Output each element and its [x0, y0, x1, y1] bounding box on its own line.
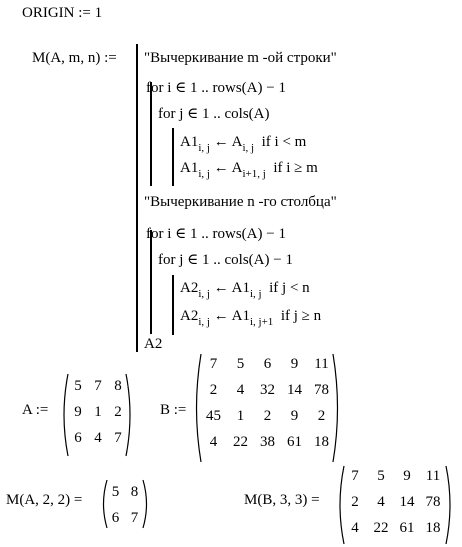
function-signature[interactable]: M(A, m, n) := — [32, 50, 117, 66]
matrix-cell: 8 — [130, 484, 139, 500]
matrix-cell: 9 — [290, 408, 299, 424]
comment-string: "Вычеркивание m -ой строки" — [144, 50, 337, 66]
subscript: i+1, j — [242, 168, 266, 180]
program-bar — [136, 44, 138, 352]
for-statement: for i ∈ 1 .. rows(A) − 1 — [146, 226, 286, 242]
matrix-cell: 7 — [209, 356, 218, 372]
matrix-cell: 6 — [74, 430, 82, 446]
result-b-expression[interactable]: M(B, 3, 3) = — [244, 492, 320, 508]
matrix-cell: 22 — [373, 520, 389, 536]
matrix-cell: 14 — [287, 382, 302, 398]
matrix-cell: 5 — [236, 356, 245, 372]
result-a-matrix — [100, 478, 150, 530]
subscript: i, j — [249, 288, 262, 300]
matrix-cell: 18 — [425, 520, 441, 536]
matrix-cell: 7 — [351, 468, 359, 484]
matrix-cell: 4 — [351, 520, 359, 536]
matrix-cell: 9 — [403, 468, 411, 484]
matrix-cell: 5 — [111, 484, 120, 500]
subscript: i, j — [198, 316, 210, 328]
loop-bar — [150, 230, 152, 334]
matrix-cell: 6 — [111, 510, 120, 526]
assign-arrow: ← A — [213, 134, 243, 150]
matrix-cell: 7 — [130, 510, 139, 526]
matrix-cell: 5 — [377, 468, 385, 484]
for-statement: for j ∈ 1 .. cols(A) — [158, 106, 270, 122]
variable: A1 — [180, 134, 199, 150]
matrix-a-label[interactable]: A := — [22, 402, 49, 418]
inner-loop-bar — [172, 275, 174, 335]
inner-loop-bar — [172, 128, 174, 186]
return-value: A2 — [144, 336, 163, 352]
matrix-cell: 2 — [317, 408, 326, 424]
assign-arrow: ← A1 — [213, 308, 250, 324]
loop-bar — [150, 82, 152, 186]
matrix-cell: 1 — [236, 408, 245, 424]
matrix-cell: 61 — [287, 434, 302, 450]
matrix-cell: 5 — [74, 378, 82, 394]
matrix-cell: 2 — [114, 404, 122, 420]
condition: if i < m — [261, 134, 307, 150]
matrix-cell: 2 — [263, 408, 272, 424]
matrix-cell: 6 — [263, 356, 272, 372]
condition: if j ≥ n — [280, 308, 322, 324]
subscript: i, j — [198, 288, 210, 300]
matrix-cell: 14 — [399, 494, 415, 510]
subscript: i, j — [198, 168, 210, 180]
matrix-cell: 9 — [74, 404, 82, 420]
for-statement: for i ∈ 1 .. rows(A) − 1 — [146, 80, 286, 96]
matrix-b[interactable] — [192, 352, 342, 464]
origin-definition[interactable]: ORIGIN := 1 — [22, 5, 103, 21]
matrix-cell: 22 — [233, 434, 248, 450]
matrix-cell: 4 — [94, 430, 102, 446]
matrix-cell: 8 — [114, 378, 122, 394]
matrix-cell: 11 — [314, 356, 329, 372]
subscript: i, j — [198, 142, 210, 154]
condition: if j < n — [269, 280, 310, 296]
assignment — [180, 308, 322, 328]
assignment — [180, 134, 307, 154]
comment-string: "Вычеркивание n -го столбца" — [144, 194, 337, 210]
matrix-cell: 9 — [290, 356, 299, 372]
matrix-cell: 4 — [377, 494, 385, 510]
matrix-cell: 78 — [425, 494, 441, 510]
subscript: i, j — [242, 142, 255, 154]
matrix-cell: 4 — [209, 434, 218, 450]
matrix-cell: 7 — [114, 430, 122, 446]
variable: A2 — [180, 280, 199, 296]
matrix-cell: 32 — [260, 382, 275, 398]
assignment — [180, 160, 318, 180]
matrix-cell: 18 — [314, 434, 329, 450]
assignment — [180, 280, 310, 300]
variable: A2 — [180, 308, 199, 324]
result-b-matrix — [336, 464, 454, 546]
matrix-cell: 38 — [260, 434, 275, 450]
variable: A1 — [180, 160, 199, 176]
result-a-expression[interactable]: M(A, 2, 2) = — [6, 492, 83, 508]
matrix-cell: 11 — [425, 468, 441, 484]
matrix-cell: 2 — [209, 382, 218, 398]
matrix-cell: 7 — [94, 378, 102, 394]
subscript: i, j+1 — [249, 316, 274, 328]
matrix-b-label[interactable]: B := — [160, 402, 187, 418]
matrix-cell: 61 — [399, 520, 415, 536]
matrix-cell: 45 — [206, 408, 221, 424]
matrix-cell: 1 — [94, 404, 102, 420]
matrix-cell: 4 — [236, 382, 245, 398]
matrix-cell: 78 — [314, 382, 329, 398]
assign-arrow: ← A — [213, 160, 243, 176]
for-statement: for j ∈ 1 .. cols(A) − 1 — [158, 252, 293, 268]
matrix-a[interactable] — [60, 372, 134, 458]
assign-arrow: ← A1 — [213, 280, 250, 296]
matrix-cell: 2 — [351, 494, 359, 510]
condition: if i ≥ m — [273, 160, 318, 176]
